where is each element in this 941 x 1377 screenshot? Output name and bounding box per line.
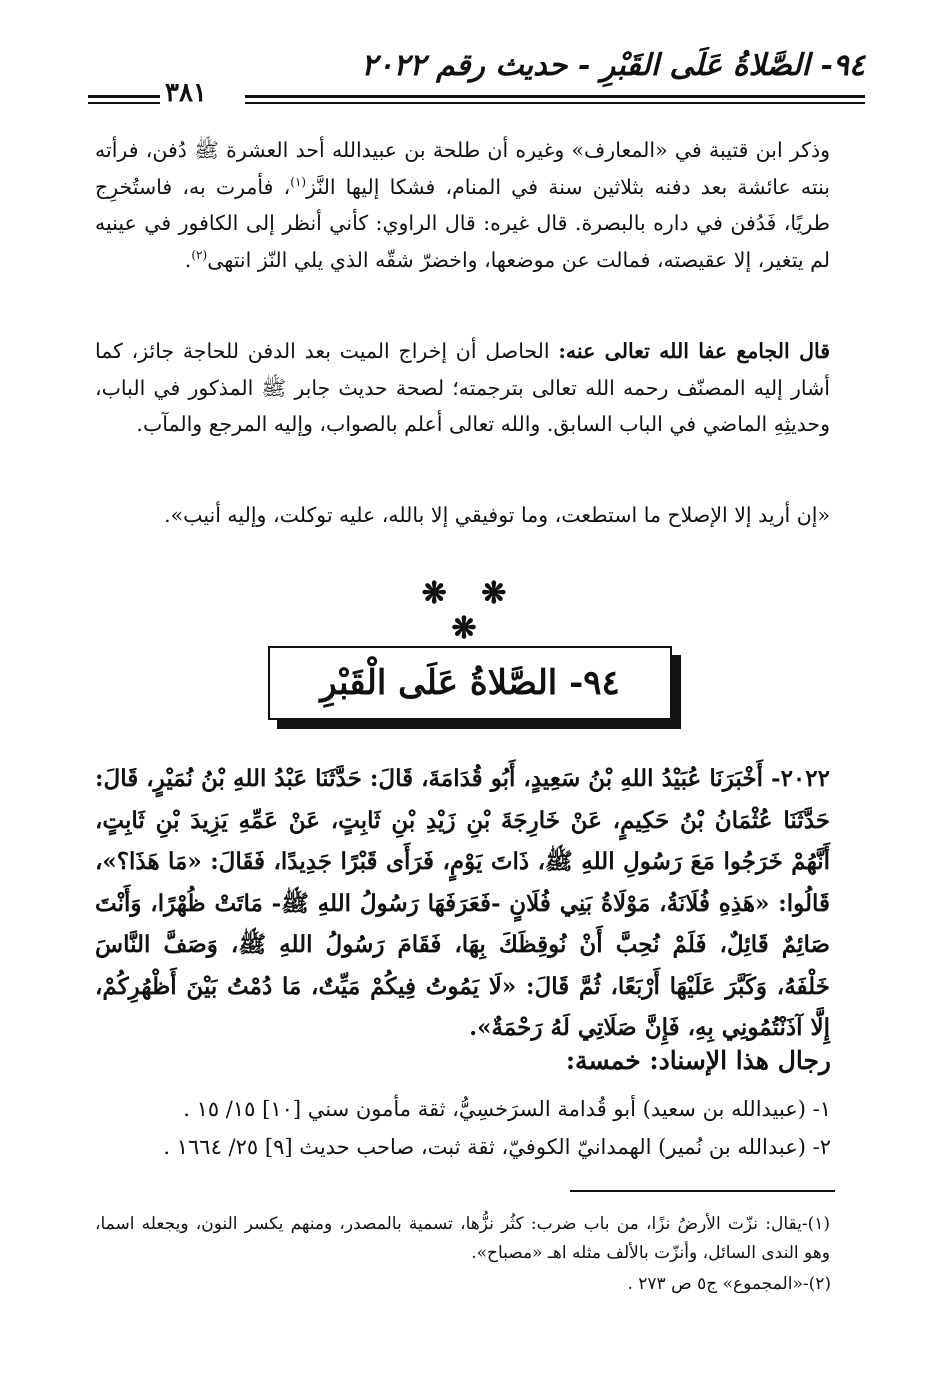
chapter-title-box	[268, 646, 672, 720]
compiler-remark-lead: قال الجامع عفا الله تعالى عنه:	[558, 339, 831, 363]
hadith-text: ٢٠٢٢- أَخْبَرَنَا عُبَيْدُ اللهِ بْنُ سَعِيدٍ، أَبُو قُدَامَةَ، قَالَ: حَدَّثَنَا عَبْدُ اللهِ بْنُ نُمَيْرٍ، قَالَ: حَدَّثَنَا عُثْمَانُ بْنُ حَكِيمٍ، عَنْ خَارِجَةَ بْنِ زَيْدِ بْنِ ثَابِتٍ، عَنْ عَمِّهِ يَزِيدَ بْنِ ثَابِتٍ، أَنَّهُمْ خَرَجُوا مَعَ رَسُولِ اللهِ ﷺ، ذَاتَ يَوْمٍ، فَرَأَى قَبْرًا جَدِيدًا، فَقَالَ: «مَا هَذَا؟»، قَالُوا: «هَذِهِ فُلَانَةُ، مَوْلَاةُ بَنِي فُلَانٍ -فَعَرَفَهَا رَسُولُ اللهِ ﷺ- مَاتَتْ ظُهْرًا، وَأَنْتَ صَائِمٌ قَائِلٌ، فَلَمْ نُحِبَّ أَنْ نُوقِظَكَ بِهَا، فَقَامَ رَسُولُ اللهِ ﷺ، وَصَفَّ النَّاسَ خَلْفَهُ، وَكَبَّرَ عَلَيْهَا أَرْبَعًا، ثُمَّ قَالَ: «لَا يَمُوتُ فِيكُمْ مَيِّتٌ، مَا دُمْتُ بَيْنَ أَظْهُرِكُمْ، إِلَّا آذَنْتُمُونِي بِهِ، فَإِنَّ صَلَاتِي لَهُ رَحْمَةٌ».	[95, 765, 830, 1041]
chapter-title: ٩٤- الصَّلاةُ عَلَى الْقَبْرِ	[320, 663, 620, 703]
header-rule-short	[88, 95, 160, 98]
header-rule-long-2	[245, 102, 865, 104]
paragraph-2: قال الجامع عفا الله تعالى عنه: الحاصل أن إخراج الميت بعد الدفن للحاجة جائز، كما أشار إليه المصنّف رحمه الله تعالى بترجمته؛ لصحة حديث جابر ﷺ المذكور في الباب، وحديثِهِ الماضي في الباب السابق. والله تعالى أعلم بالصواب، وإليه المرجع والمآب.	[95, 339, 831, 436]
footnote-rule	[570, 1190, 835, 1192]
narrator-item-2: ٢- (عبدالله بن نُمير) الهمدانيّ الكوفيّ، ثقة ثبت، صاحب حديث [٩] ٢٥/ ١٦٦٤ .	[163, 1135, 831, 1159]
narrator-item-1: ١- (عبيدالله بن سعيد) أبو قُدامة السرَخسِيُّ، ثقة مأمون سني [١٠] ١٥/ ١٥ .	[183, 1097, 831, 1121]
rijal-heading: رجال هذا الإسناد: خمسة:	[565, 1046, 831, 1075]
running-header	[85, 48, 865, 108]
footnote-ref-2: (٢)	[191, 247, 208, 262]
header-rule-short-2	[88, 102, 160, 104]
section-separator: ❋ ❋ ❋	[421, 576, 519, 646]
header-title: ٩٤- الصَّلاةُ عَلَى القَبْرِ - حديث رقم ٢٠٢٢	[361, 48, 865, 83]
footnote-ref-1: (١)	[290, 174, 307, 189]
footnote-2: (٢)-«المجموع» ج٥ ص ٢٧٣ .	[627, 1274, 831, 1294]
footnote-1: (١)-يقال: نزّت الأرضُ نزًا، من باب ضرب: كثُر نزُّها، تسمية بالمصدر، ومنهم يكسر النون، ويجعله اسما، وهو الندى السائل، وأنزّت بالألف مثله اهـ «مصباح».	[95, 1214, 830, 1263]
header-rule-long	[245, 95, 865, 98]
paragraph-3: «إن أريد إلا الإصلاح ما استطعت، وما توفيقي إلا بالله، عليه توكلت، وإليه أنيب».	[164, 503, 830, 527]
paragraph-1: وذكر ابن قتيبة في «المعارف» وغيره أن طلحة بن عبيدالله أحد العشرة ﷺ دُفن، فرأته بنته عائشة بعد دفنه بثلاثين سنة في المنام، فشكا إليها النَّز$^{(١)}$، فأمرت به، فاستُخرِج طريًا، فَدُفن في داره بالبصرة. قال غيره: قال الراوي: كأني أنظر إلى الكافور في عينيه لم يتغير، إلا عقيصته، فمالت عن موضعها، واخضرّ شقّه الذي يلي النّز انتهى$^{(٢)}$.	[95, 138, 830, 272]
page-number: ٣٨١	[165, 78, 207, 108]
